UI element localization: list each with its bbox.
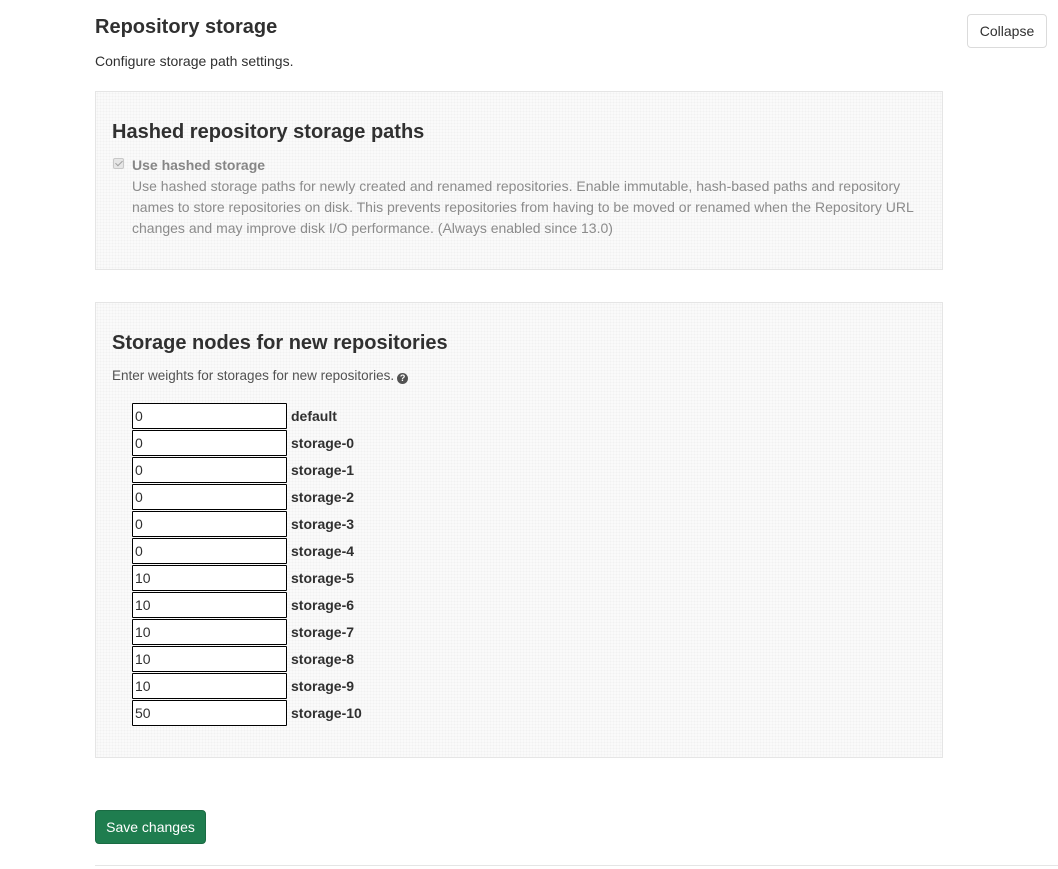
storage-weight-input[interactable] [132,511,287,537]
storage-weight-row [132,483,362,510]
storage-weight-row [132,672,362,699]
section-description: Configure storage path settings. [95,53,294,69]
storage-node-label: storage-4 [291,542,355,559]
storage-node-label: storage-1 [291,461,355,478]
storage-node-label: storage-7 [291,623,355,640]
storage-weight-input[interactable] [132,592,287,618]
storage-node-label: storage-0 [291,434,355,451]
storage-nodes-description-text: Enter weights for storages for new repositories. [112,368,395,383]
storage-nodes-panel [95,302,943,758]
storage-weight-input[interactable] [132,565,287,591]
storage-weight-row [132,591,362,618]
storage-weight-row [132,429,362,456]
storage-weight-input[interactable] [132,457,287,483]
storage-weight-input[interactable] [132,430,287,456]
storage-node-label: storage-8 [291,650,355,667]
storage-weight-input[interactable] [132,538,287,564]
storage-weight-row [132,618,362,645]
storage-weight-row [132,645,362,672]
storage-node-label: storage-5 [291,569,355,586]
storage-weight-input[interactable] [132,700,287,726]
collapse-button[interactable]: Collapse [967,14,1047,48]
hashed-storage-help-text: Use hashed storage paths for newly created and renamed repositories. Enable immutable, hash-based paths and repository names to store repositories on disk. This prevents repositories from having to be moved or renamed when the Repository URL changes and may improve disk I/O performance. (Always enabled since 13.0) [132,178,914,236]
question-circle-icon[interactable]: ? [397,373,408,384]
storage-weight-row [132,699,362,726]
storage-weight-input[interactable] [132,484,287,510]
storage-weight-row [132,537,362,564]
storage-node-label: storage-9 [291,677,355,694]
storage-weight-input[interactable] [132,403,287,429]
storage-node-label: storage-10 [291,704,362,721]
storage-nodes-title: Storage nodes for new repositories [112,332,448,354]
storage-weight-row [132,456,362,483]
storage-weight-row [132,510,362,537]
storage-weight-input[interactable] [132,619,287,645]
storage-weight-row [132,402,362,429]
storage-weights-list [132,402,362,726]
storage-weight-input[interactable] [132,646,287,672]
save-changes-button[interactable]: Save changes [95,810,206,844]
storage-node-label: default [291,407,337,424]
section-title: Repository storage [95,16,278,38]
hashed-storage-title: Hashed repository storage paths [112,121,425,143]
storage-nodes-description [112,367,408,385]
storage-weight-row [132,564,362,591]
storage-node-label: storage-3 [291,515,355,532]
hashed-storage-panel [95,91,943,270]
use-hashed-storage-checkbox[interactable] [113,158,124,169]
storage-node-label: storage-6 [291,596,355,613]
use-hashed-storage-label: Use hashed storage [132,157,266,173]
storage-weight-input[interactable] [132,673,287,699]
bottom-divider [95,865,1058,866]
storage-node-label: storage-2 [291,488,355,505]
